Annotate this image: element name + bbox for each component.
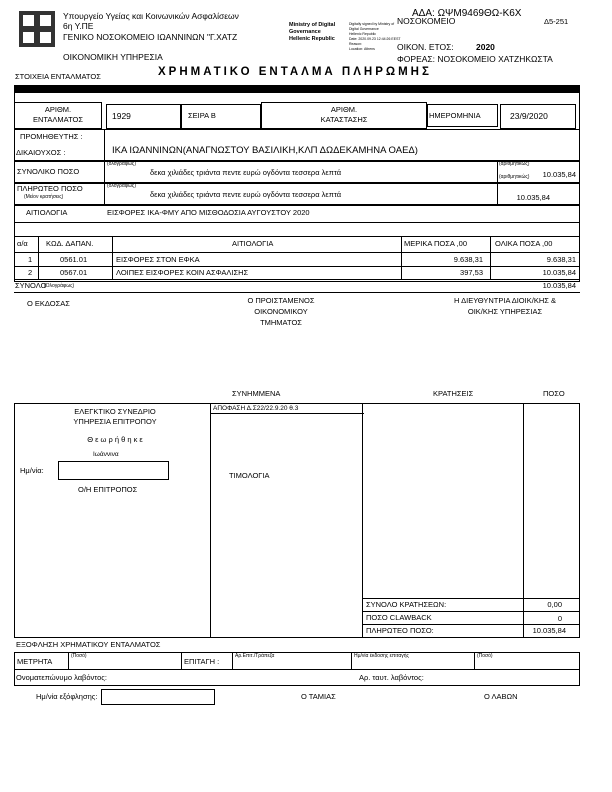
director-label-2: ΟΙΚ/ΚΗΣ ΥΠΗΡΕΣΙΑΣ: [467, 307, 543, 316]
total-divider: [104, 161, 105, 183]
signature-detail-3: Hellenic Republic: [349, 32, 377, 36]
payment-section-label: ΕΞΟΦΛΗΣΗ ΧΡΗΜΑΤΙΚΟΥ ΕΝΤΑΛΜΑΤΟΣ: [16, 640, 161, 649]
attachments-divider: [362, 403, 363, 638]
total-amount-divider: [497, 161, 498, 183]
form-code: Δ5-251: [544, 17, 569, 26]
cash-tag: (Ποσό): [71, 653, 87, 659]
items-col-2: [112, 236, 113, 279]
payment-divider: [14, 669, 580, 670]
nosokomeio-label: ΝΟΣΟΚΟΜΕΙΟ: [397, 16, 456, 26]
sum-label: ΣΥΝΟΛΟ: [15, 281, 47, 290]
signature-detail-1: Digitally signed by Ministry of: [349, 22, 395, 26]
decision-text: ΑΠΟΦΑΣΗ Δ.Σ22/22.9.20 θ.3: [213, 405, 299, 412]
items-top-line: [14, 236, 580, 237]
order-number-label: ΑΡΙΘΜ.: [44, 105, 72, 114]
col-header-total: ΟΛΙΚΑ ΠΟΣΑ ,00: [495, 239, 553, 248]
total-numeric-tag: (αριθμητικώς): [499, 161, 530, 167]
row-desc: ΛΟΙΠΕΣ ΕΙΣΦΟΡΕΣ ΚΟΙΝ ΑΣΦΑΛΙΣΗΣ: [116, 268, 249, 277]
items-row-line: [14, 266, 580, 267]
director-label-1: Η ΔΙΕΥΘΥΝΤΡΙΑ ΔΙΟΙΚ/ΚΗΣ &: [454, 296, 556, 305]
supplier-label: ΠΡΟΜΗΘΕΥΤΗΣ :: [20, 132, 83, 141]
sum-bottom-line: [14, 292, 580, 293]
payable-words: δεκα χιλιάδες τριάντα πεντε ευρώ ογδόντα τεσσερα λεπτά: [150, 190, 342, 199]
ministry-name: Υπουργείο Υγείας και Κοινωνικών Ασφαλίσεων: [63, 11, 239, 21]
payable-sub-label: (Μείον κρατήσεις): [24, 194, 64, 200]
items-header-line: [14, 252, 580, 253]
cheque-amount-divider: [474, 652, 475, 669]
signature-detail-5: Reason:: [349, 42, 363, 46]
col-header-reason: ΑΙΤΙΟΛΟΓΙΑ: [232, 239, 274, 248]
total-words-tag: (ολογράφως): [107, 161, 137, 167]
cheque-label-divider: [181, 652, 182, 669]
deductions-label: ΚΡΑΤΗΣΕΙΣ: [433, 389, 474, 398]
agency-name: ΦΟΡΕΑΣ: ΝΟΣΟΚΟΜΕΙΟ ΧΑΤΖΗΚΩΣΤΑ: [397, 54, 553, 64]
deductions-total-label: ΣΥΝΟΛΟ ΚΡΑΤΗΣΕΩΝ:: [366, 600, 447, 609]
order-number-label-2: ΕΝΤΑΛΜΑΤΟΣ: [32, 115, 84, 124]
decision-line: [210, 413, 364, 414]
head-label-1: Ο ΠΡΟΙΣΤΑΜΕΝΟΣ: [247, 296, 315, 305]
payable-amount: 10.035,84: [516, 193, 550, 202]
paid-date-field[interactable]: [101, 689, 215, 705]
cash-label: ΜΕΤΡΗΤΑ: [17, 657, 53, 666]
col-header-no: α/α: [17, 239, 28, 248]
sum-total: 10.035,84: [542, 281, 576, 290]
invoices-label: ΤΙΜΟΛΟΓΙΑ: [229, 471, 270, 480]
commissioner-label: Ο/Η ΕΠΙΤΡΟΠΟΣ: [78, 485, 138, 494]
signature-detail-2: Digital Governance: [349, 27, 379, 31]
order-date: 23/9/2020: [510, 111, 548, 121]
audit-divider: [210, 403, 211, 638]
audit-date-label: Ημ/νία:: [20, 466, 44, 475]
reason-label: ΑΙΤΙΟΛΟΓΙΑ: [26, 208, 68, 217]
payable-divider: [104, 183, 105, 205]
supplier-divider: [104, 129, 105, 161]
cheque-number-divider: [232, 652, 233, 669]
total-label: ΣΥΝΟΛΙΚΟ ΠΟΣΟ: [17, 167, 80, 176]
cash-divider: [68, 652, 69, 669]
ioannina-label: Ιωάννινα: [93, 451, 119, 458]
ada-code: ΑΔΑ: ΩΨΜ9469ΘΩ-Κ6Χ: [412, 8, 522, 19]
row-code: 0567.01: [60, 268, 88, 277]
date-label: ΗΜΕΡΟΜΗΝΙΑ: [429, 111, 481, 120]
cashier-label: Ο ΤΑΜΙΑΣ: [301, 692, 336, 701]
payable-amount-divider: [497, 183, 498, 205]
row-partial: 9.638,31: [453, 255, 483, 264]
total-words: δεκα χιλιάδες τριάντα πεντε ευρώ ογδόντα τεσσερα λεπτά: [150, 168, 342, 177]
lower-payable-label: ΠΛΗΡΩΤΕΟ ΠΟΣΟ:: [366, 626, 434, 635]
hospital-name: ΓΕΝΙΚΟ ΝΟΣΟΚΟΜΕΙΟ ΙΩΑΝΝΙΝΩΝ "Γ.ΧΑΤΖ: [63, 32, 238, 42]
attachments-label: ΣΥΝΗΜΜΕΝΑ: [232, 389, 281, 398]
row-code: 0561.01: [60, 255, 88, 264]
row-no: 1: [28, 255, 33, 264]
row-total: 9.638,31: [546, 255, 576, 264]
receiver-label: Ο ΛΑΒΩΝ: [484, 692, 518, 701]
cheque-date-tag: Ημ/νία έκδοσης επιταγής: [354, 653, 409, 659]
head-label-2: ΟΙΚΟΝΟΜΙΚΟΥ: [254, 307, 308, 316]
payable-words-tag: (ολογράφως): [107, 183, 137, 189]
recipient-id-label: Αρ. ταυτ. λαβόντος:: [359, 673, 424, 682]
supplier-name: ΙΚΑ ΙΩΑΝΝΙΝΩΝ(ΑΝΑΓΝΩΣΤΟΥ ΒΑΣΙΛΙΚΗ,ΚΛΠ ΔΩΔΕΚΑΜΗΝΑ ΟΑΕΔ): [112, 145, 418, 156]
items-col-3: [401, 236, 402, 279]
total-amount: 10.035,84: [542, 170, 576, 179]
audit-date-field[interactable]: [58, 461, 169, 480]
head-label-3: ΤΜΗΜΑΤΟΣ: [260, 318, 302, 327]
items-col-1: [38, 236, 39, 279]
row-total: 10.035,84: [542, 268, 576, 277]
signature-detail-4: Date: 2020.09.23 12:44:26 EEST: [349, 37, 401, 41]
series-value: ΣΕΙΡΑ Β: [188, 111, 216, 120]
recipient-name-label: Ονοματεπώνυμο λαβόντος:: [16, 673, 108, 682]
paid-date-label: Ημ/νία εξόφλησης:: [36, 692, 98, 701]
cheque-number-tag: Αρ.Επιτ./Τράπεζα: [235, 653, 275, 659]
lower-payable: 10.035,84: [532, 626, 566, 635]
col-header-partial: ΜΕΡΙΚΑ ΠΟΣΑ ,00: [404, 239, 467, 248]
amount-label: ΠΟΣΟ: [543, 389, 565, 398]
audit-label-2: ΥΠΗΡΕΣΙΑ ΕΠΙΤΡΟΠΟΥ: [73, 417, 157, 426]
items-sum-line: [14, 279, 580, 280]
audit-label-1: ΕΛΕΓΚΤΙΚΟ ΣΥΝΕΔΡΙΟ: [74, 407, 156, 416]
order-details-label: ΣΤΟΙΧΕΙΑ ΕΝΤΑΛΜΑΤΟΣ: [15, 72, 101, 81]
row-no: 2: [28, 268, 33, 277]
payable-label: ΠΛΗΡΩΤΕΟ ΠΟΣΟ: [17, 184, 83, 193]
status-number-label-2: ΚΑΤΑΣΤΑΣΗΣ: [320, 115, 368, 124]
beneficiary-label: ΔΙΚΑΙΟΥΧΟΣ :: [16, 148, 66, 157]
row-partial: 397,53: [460, 268, 483, 277]
greek-emblem-logo: [19, 11, 55, 47]
items-col-4: [490, 236, 491, 279]
cheque-amount-tag: (Ποσό): [477, 653, 493, 659]
fiscal-year-label: ΟΙΚΟΝ. ΕΤΟΣ:: [397, 42, 454, 52]
signature-org-2: Governance: [289, 29, 321, 35]
issuer-label: Ο ΕΚΔΟΣΑΣ: [27, 299, 70, 308]
deductions-total-line: [362, 598, 580, 599]
total-numeric-tag-2: (αριθμητικώς): [499, 174, 530, 180]
row-desc: ΕΙΣΦΟΡΕΣ ΣΤΟΝ ΕΦΚΑ: [116, 255, 200, 264]
cheque-date-divider: [351, 652, 352, 669]
cross-icon: [19, 11, 55, 47]
signature-org-1: Ministry of Digital: [289, 22, 336, 28]
clawback-line: [362, 611, 580, 612]
clawback-label: ΠΟΣΟ CLAWBACK: [366, 613, 432, 622]
order-number: 1929: [112, 111, 131, 121]
payable-line: [362, 624, 580, 625]
clawback-value: 0: [557, 614, 562, 623]
health-region: 6η Υ.ΠΕ: [63, 21, 94, 31]
signature-detail-6: Location: Athens: [349, 47, 375, 51]
fiscal-year: 2020: [476, 42, 495, 52]
page-title: ΧΡΗΜΑΤΙΚΟ ΕΝΤΑΛΜΑ ΠΛΗΡΩΜΗΣ: [158, 66, 432, 78]
col-header-code: ΚΩΔ. ΔΑΠΑΝ.: [46, 239, 94, 248]
department-name: ΟΙΚΟΝΟΜΙΚΗ ΥΠΗΡΕΣΙΑ: [63, 52, 163, 62]
deductions-total: 0,00: [547, 600, 562, 609]
status-number-label: ΑΡΙΘΜ.: [330, 105, 358, 114]
sum-sub-label: (Ολογράφως): [44, 283, 75, 289]
deductions-divider: [523, 403, 524, 638]
seen-label: Θ ε ω ρ ή θ η κ ε: [87, 435, 143, 444]
cheque-label: ΕΠΙΤΑΓΗ :: [184, 657, 220, 666]
signature-org-3: Hellenic Republic: [289, 36, 335, 42]
reason-text: ΕΙΣΦΟΡΕΣ ΙΚΑ-ΦΜΥ ΑΠΟ ΜΙΣΘΟΔΟΣΙΑ ΑΥΓΟΥΣΤΟΥ 2020: [107, 208, 310, 217]
